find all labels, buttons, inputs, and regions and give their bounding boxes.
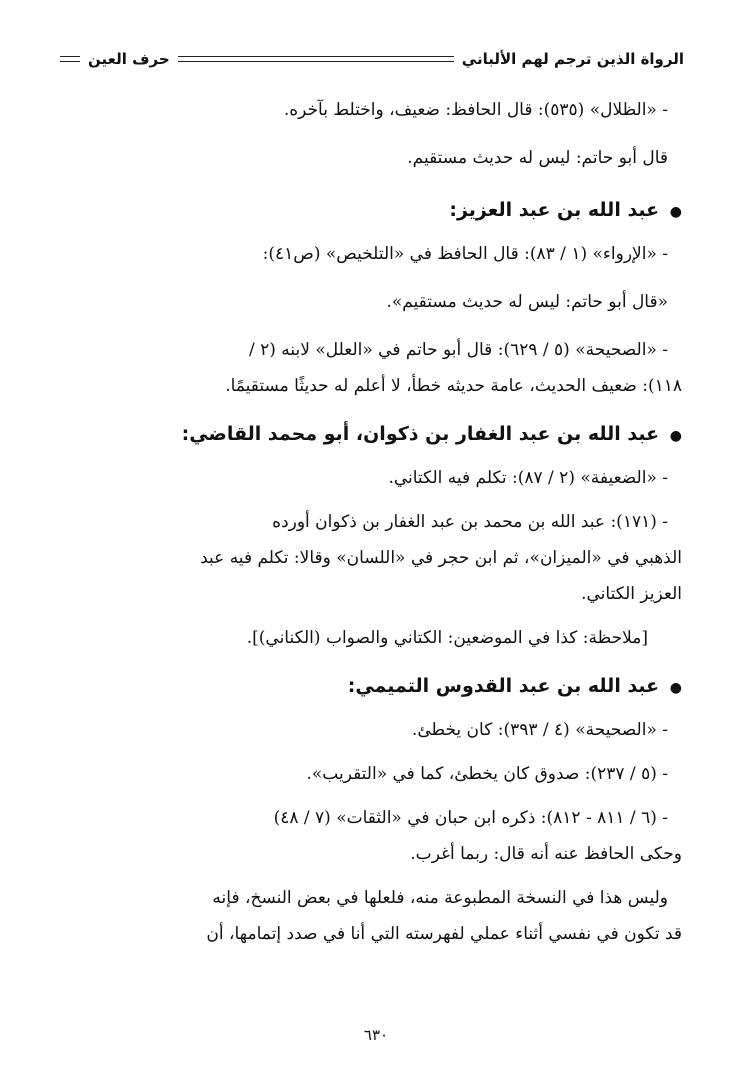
section-title: حرف العين	[88, 50, 170, 68]
heading-text: عبد الله بن عبد القدوس التميمي:	[347, 675, 660, 697]
text-line: وليس هذا في النسخة المطبوعة منه، فلعلها في بعض النسخ، فإنه	[212, 888, 668, 908]
text-line: قد تكون في نفسي أثناء عملي لفهرسته التي أنا في صدد إتمامها، أن	[206, 924, 682, 944]
text-line: - «الإرواء» (١ / ٨٣): قال الحافظ في «التلخيص» (ص٤١):	[262, 244, 668, 264]
entry-heading	[68, 414, 682, 456]
text-line: - (٦ / ٨١١ - ٨١٢): ذكره ابن حبان في «الثقات» (٧ / ٤٨)	[273, 808, 668, 828]
bullet-icon: ●	[669, 204, 682, 220]
text-line: العزيز الكتاني.	[581, 584, 682, 604]
heading-text: عبد الله بن عبد العزيز:	[449, 199, 660, 221]
header-rule	[178, 56, 454, 62]
text-line: قال أبو حاتم: ليس له حديث مستقيم.	[407, 148, 668, 168]
text-line: - «الصحيحة» (٤ / ٣٩٣): كان يخطئ.	[411, 720, 668, 740]
page-header	[60, 44, 684, 74]
bullet-icon: ●	[669, 680, 682, 696]
text-line: - «الظلال» (٥٣٥): قال الحافظ: ضعيف، واختلط بآخره.	[283, 100, 668, 120]
text-line: - «الضعيفة» (٢ / ٨٧): تكلم فيه الكتاني.	[388, 468, 668, 488]
book-title: الرواة الذين ترجم لهم الألباني	[461, 50, 684, 68]
note-line: [ملاحظة: كذا في الموضعين: الكتاني والصواب (الكناني)].	[246, 628, 648, 648]
text-line: - (٥ / ٢٣٧): صدوق كان يخطئ، كما في «التقريب».	[306, 764, 668, 784]
bullet-icon: ●	[669, 428, 682, 444]
entry-heading	[68, 190, 682, 232]
heading-text: عبد الله بن عبد الغفار بن ذكوان، أبو محمد القاضي:	[181, 423, 660, 445]
entry-heading	[68, 666, 682, 708]
text-line: - (١٧١): عبد الله بن محمد بن عبد الغفار بن ذكوان أورده	[272, 512, 668, 532]
header-rule-short	[60, 56, 80, 62]
text-line: الذهبي في «الميزان»، ثم ابن حجر في «اللسان» وقالا: تكلم فيه عبد	[200, 548, 682, 568]
text-line: - «الصحيحة» (٥ / ٦٢٩): قال أبو حاتم في «العلل» لابنه (٢ /	[248, 340, 668, 360]
text-line: ١١٨): ضعيف الحديث، عامة حديثه خطأ، لا أعلم له حديثًا مستقيمًا.	[225, 376, 682, 396]
page-body	[68, 88, 682, 952]
page-number: ٦٣٠	[363, 1026, 389, 1044]
text-line: وحكى الحافظ عنه أنه قال: ربما أغرب.	[410, 844, 682, 864]
text-line: «قال أبو حاتم: ليس له حديث مستقيم».	[386, 292, 668, 312]
